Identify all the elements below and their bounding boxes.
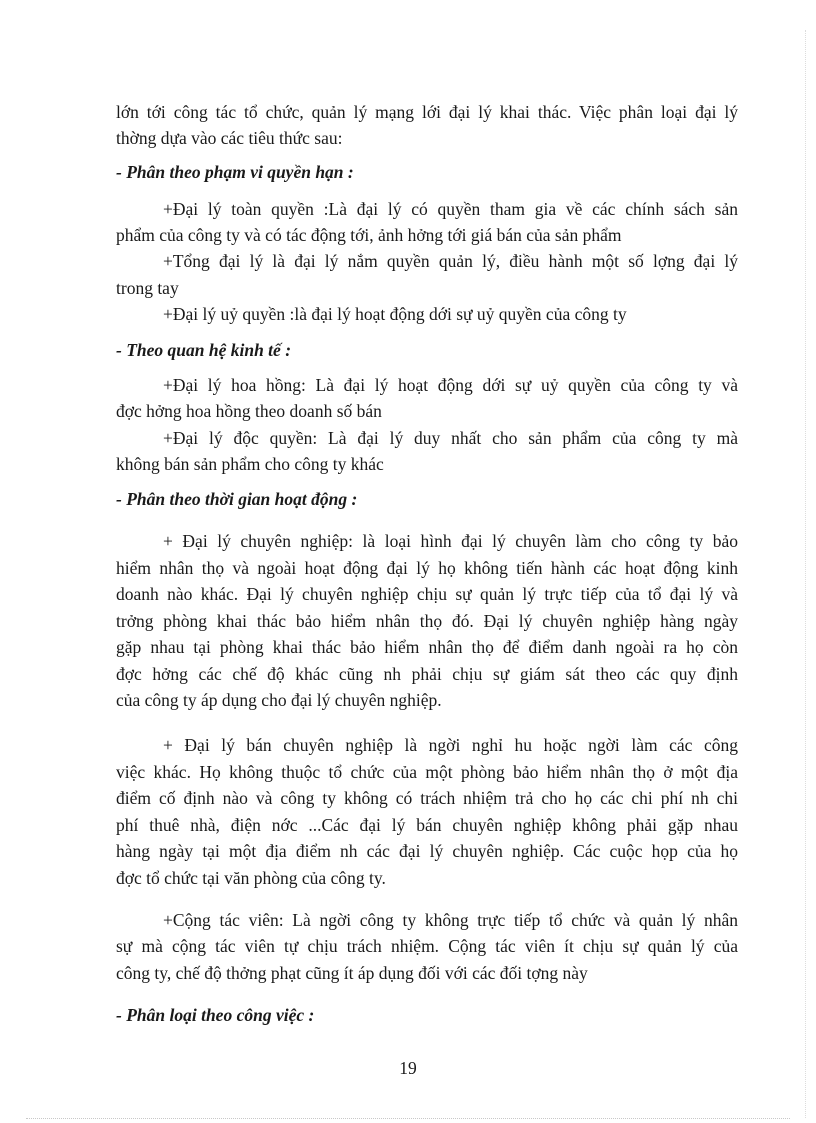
body-line: +Cộng tác viên: Là ngời công ty không trực tiếp tổ chức và quản lý nhân: [163, 910, 738, 930]
body-line: lớn tới công tác tổ chức, quản lý mạng lới đại lý khai thác. Việc phân loại đại lý: [116, 102, 738, 122]
body-line: +Đại lý uỷ quyền :là đại lý hoạt động dới sự uỷ quyền của công ty: [163, 304, 627, 324]
body-line: không bán sản phẩm cho công ty khác: [116, 454, 384, 474]
page-number: 19: [399, 1058, 417, 1078]
body-line: trởng phòng khai thác bảo hiểm nhân thọ đó. Đại lý chuyên nghiệp hàng ngày: [116, 611, 738, 631]
body-line: +Đại lý toàn quyền :Là đại lý có quyền tham gia về các chính sách sản: [163, 199, 738, 219]
body-line: công ty, chế độ thởng phạt cũng ít áp dụng đối với các đối tợng này: [116, 963, 588, 983]
body-line: hiểm nhân thọ và ngoài hoạt động đại lý họ không tiến hành các hoạt động kinh: [116, 558, 738, 578]
body-line: việc khác. Họ không thuộc tổ chức của một phòng bảo hiểm nhân thọ ở một địa: [116, 762, 738, 782]
body-line: đợc hởng hoa hồng theo doanh số bán: [116, 401, 382, 421]
section-heading: - Phân theo phạm vi quyền hạn :: [116, 162, 354, 182]
page-right-border: [805, 30, 806, 1118]
body-line: doanh nào khác. Đại lý chuyên nghiệp chịu sự quản lý trực tiếp của tổ đại lý và: [116, 584, 738, 604]
body-line: + Đại lý chuyên nghiệp: là loại hình đại lý chuyên làm cho công ty bảo: [163, 531, 738, 551]
section-heading: - Theo quan hệ kinh tế :: [116, 340, 292, 360]
section-heading: - Phân theo thời gian hoạt động :: [116, 489, 358, 509]
body-line: đợc hởng các chế độ khác cũng nh phải chịu sự giám sát theo các quy định: [116, 664, 738, 684]
body-line: điểm cố định nào và công ty không có trách nhiệm trả cho họ các chi phí nh chi: [116, 788, 738, 808]
body-line: +Đại lý hoa hồng: Là đại lý hoạt động dới sự uỷ quyền của công ty và: [163, 375, 738, 395]
body-line: phẩm của công ty và có tác động tới, ảnh hởng tới giá bán của sản phẩm: [116, 225, 622, 245]
body-line: hàng ngày tại một địa điểm nh các đại lý chuyên nghiệp. Các cuộc họp của họ: [116, 841, 738, 861]
body-line: sự mà cộng tác viên tự chịu trách nhiệm. Cộng tác viên ít chịu sự quản lý của: [116, 936, 738, 956]
body-line: gặp nhau tại phòng khai thác bảo hiểm nhân thọ để điểm danh ngoài ra họ còn: [116, 637, 738, 657]
body-line: +Tổng đại lý là đại lý nắm quyền quản lý, điều hành một số lợng đại lý: [163, 251, 738, 271]
body-line: trong tay: [116, 278, 179, 298]
body-line: của công ty áp dụng cho đại lý chuyên nghiệp.: [116, 690, 442, 710]
body-line: phí thuê nhà, điện nớc ...Các đại lý bán chuyên nghiệp không phải gặp nhau: [116, 815, 738, 835]
page-bottom-border: [26, 1118, 790, 1119]
body-line: + Đại lý bán chuyên nghiệp là ngời nghỉ hu hoặc ngời làm các công: [163, 735, 738, 755]
body-line: thờng dựa vào các tiêu thức sau:: [116, 128, 343, 148]
body-line: đợc tổ chức tại văn phòng của công ty.: [116, 868, 386, 888]
section-heading: - Phân loại theo công việc :: [116, 1005, 315, 1025]
body-line: +Đại lý độc quyền: Là đại lý duy nhất cho sản phẩm của công ty mà: [163, 428, 738, 448]
